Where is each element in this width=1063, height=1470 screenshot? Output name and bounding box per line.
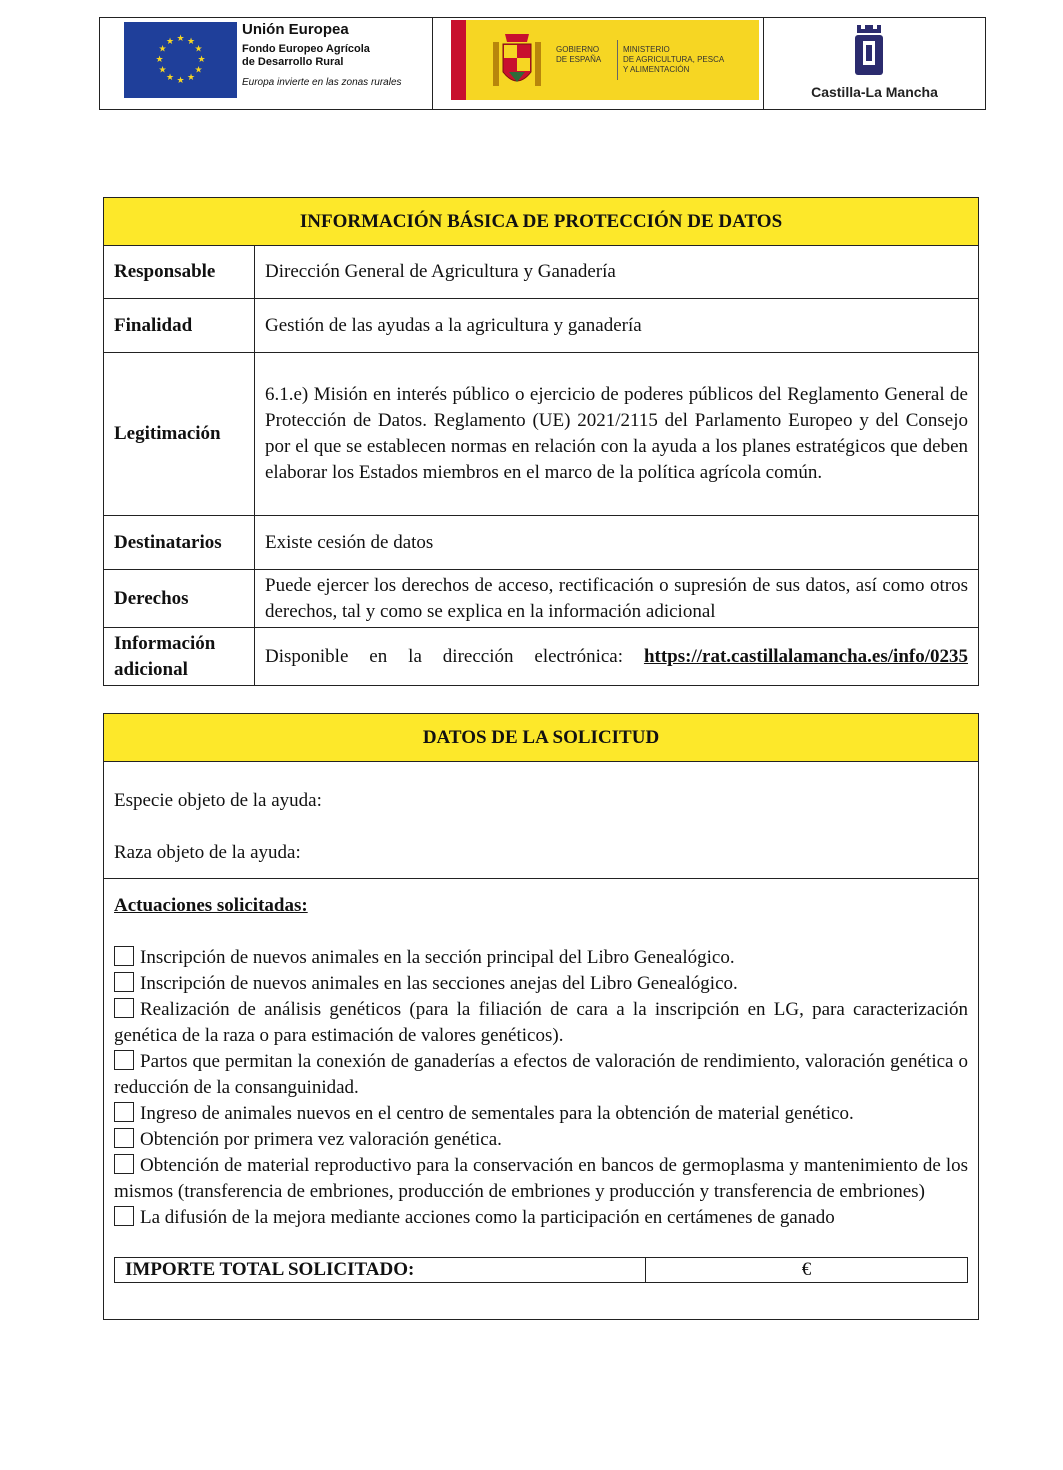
table-row: [104, 516, 979, 570]
checkbox[interactable]: [114, 1050, 134, 1070]
gobierno-logo-block: [433, 18, 764, 109]
checkbox[interactable]: [114, 1206, 134, 1226]
action-label: Obtención de material reproductivo para la conservación en bancos de germoplasma y mantenimiento de los mismos (transferencia de embriones, producción de embriones y producción y transferencia de embriones): [114, 1155, 968, 1202]
checkbox[interactable]: [114, 972, 134, 992]
svg-text:★: ★: [186, 73, 196, 83]
action-label: Obtención por primera vez valoración genética.: [140, 1129, 502, 1150]
row-label-finalidad: Finalidad: [104, 299, 255, 353]
svg-text:★: ★: [194, 65, 203, 76]
svg-text:★: ★: [165, 73, 175, 83]
currency-symbol: €: [801, 1259, 812, 1280]
eu-fund-line2: de Desarrollo Rural: [242, 56, 344, 68]
especie-label: Especie objeto de la ayuda:: [114, 790, 322, 811]
gobierno-line2: DE ESPAÑA: [556, 55, 602, 64]
eu-stars-icon: [124, 22, 237, 98]
data-protection-title-row: [104, 198, 979, 246]
raza-label: Raza objeto de la ayuda:: [114, 842, 301, 863]
list-item: [114, 971, 968, 997]
table-row: [104, 570, 979, 628]
svg-text:★: ★: [176, 34, 185, 44]
info-text: Disponible en la dirección electrónica:: [265, 645, 644, 667]
action-label: Ingreso de animales nuevos en el centro de sementales para la obtención de material genético.: [140, 1103, 854, 1124]
action-label: Inscripción de nuevos animales en la sección principal del Libro Genealógico.: [140, 947, 735, 968]
checkbox[interactable]: [114, 946, 134, 966]
spain-coat-of-arms-icon: [489, 28, 545, 94]
row-label-legitimacion: Legitimación: [104, 353, 255, 516]
list-item: [114, 1205, 968, 1231]
importe-label: IMPORTE TOTAL SOLICITADO:: [115, 1258, 646, 1283]
svg-text:★: ★: [197, 55, 206, 65]
list-item: [114, 945, 968, 971]
svg-text:★: ★: [158, 44, 167, 55]
row-value-destinatarios: Existe cesión de datos: [255, 516, 979, 570]
ministerio-label: [623, 45, 753, 75]
row-value-legitimacion: 6.1.e) Misión en interés público o ejercicio de poderes públicos del Reglamento General de Protección de Datos. Reglamento (UE) 2021/2115 del Parlamento Europeo y del Consejo por el que se establecen normas en relación con la ayuda a los planes estratégicos que deben elaborar los Estados miembros en el marco de la política agrícola común.: [255, 353, 979, 516]
list-item: [114, 1127, 968, 1153]
row-label-responsable: Responsable: [104, 246, 255, 299]
gobierno-band: [451, 20, 759, 100]
gobierno-label: [556, 45, 616, 65]
label-line2: adicional: [114, 658, 188, 680]
eu-fund-line1: Fondo Europeo Agrícola: [242, 43, 370, 55]
solicitud-table: [103, 713, 979, 1320]
actuaciones-title: Actuaciones solicitadas:: [114, 895, 308, 916]
eu-flag-icon: [124, 22, 237, 98]
row-value-informacion-adicional: [255, 628, 979, 686]
actions-section: [104, 879, 979, 1320]
table-row: [104, 353, 979, 516]
importe-amount-field[interactable]: [646, 1258, 968, 1283]
gobierno-divider: [617, 40, 618, 80]
importe-row: [115, 1258, 968, 1283]
importe-table: [114, 1257, 968, 1283]
actions-row: [104, 879, 979, 1320]
table-row: [104, 246, 979, 299]
ministerio-line3: Y ALIMENTACIÓN: [623, 65, 690, 74]
action-label: Realización de análisis genéticos (para la filiación de cara a la inscripción en LG, para caracterización genética de la raza o para estimación de valores genéticos).: [114, 999, 968, 1046]
solicitud-title-row: [104, 714, 979, 762]
svg-text:★: ★: [158, 65, 167, 76]
svg-text:★: ★: [186, 37, 196, 47]
row-value-responsable: Dirección General de Agricultura y Ganadería: [255, 246, 979, 299]
species-section: [104, 762, 979, 879]
checkbox[interactable]: [114, 1154, 134, 1174]
eu-text-block: [242, 21, 402, 89]
svg-text:★: ★: [176, 76, 185, 86]
table-row: [104, 299, 979, 353]
clm-name: Castilla-La Mancha: [811, 84, 938, 100]
clm-logo-block: [764, 18, 985, 109]
svg-text:★: ★: [155, 55, 164, 65]
solicitud-title: DATOS DE LA SOLICITUD: [104, 714, 979, 762]
eu-title: Unión Europea: [242, 21, 349, 38]
checkbox[interactable]: [114, 1102, 134, 1122]
logo-header: [99, 17, 986, 110]
species-row: [104, 762, 979, 879]
list-item: [114, 1049, 968, 1101]
eu-motto: Europa invierte en las zonas rurales: [242, 77, 402, 88]
info-link[interactable]: https://rat.castillalamancha.es/info/0235: [643, 645, 968, 667]
row-value-derechos: Puede ejercer los derechos de acceso, rectificación o supresión de sus datos, así como otros derechos, tal y como se explica en la información adicional: [255, 570, 979, 628]
data-protection-title: INFORMACIÓN BÁSICA DE PROTECCIÓN DE DATOS: [104, 198, 979, 246]
row-label-destinatarios: Destinatarios: [104, 516, 255, 570]
row-label-derechos: Derechos: [104, 570, 255, 628]
gobierno-line1: GOBIERNO: [556, 45, 600, 54]
label-line1: Información: [114, 632, 216, 654]
svg-text:★: ★: [194, 44, 203, 55]
row-label-informacion-adicional: [104, 628, 255, 686]
row-value-finalidad: Gestión de las ayudas a la agricultura y ganadería: [255, 299, 979, 353]
ministerio-line2: DE AGRICULTURA, PESCA: [623, 55, 725, 64]
list-item: [114, 1101, 968, 1127]
data-protection-table: [103, 197, 979, 686]
ministerio-line1: MINISTERIO: [623, 45, 670, 54]
action-label: Inscripción de nuevos animales en las secciones anejas del Libro Genealógico.: [140, 973, 738, 994]
checkbox[interactable]: [114, 1128, 134, 1148]
svg-text:★: ★: [165, 37, 175, 47]
eu-logo-block: [100, 18, 433, 109]
action-label: La difusión de la mejora mediante acciones como la participación en certámenes de ganado: [140, 1207, 835, 1228]
clm-castle-emblem-icon: [851, 21, 887, 81]
table-row: [104, 628, 979, 686]
gobierno-red-stripe: [451, 20, 466, 100]
list-item: [114, 997, 968, 1049]
checkbox[interactable]: [114, 998, 134, 1018]
list-item: [114, 1153, 968, 1205]
action-label: Partos que permitan la conexión de ganaderías a efectos de valoración de rendimiento, valoración genética o reducción de la consanguinidad.: [114, 1051, 968, 1098]
